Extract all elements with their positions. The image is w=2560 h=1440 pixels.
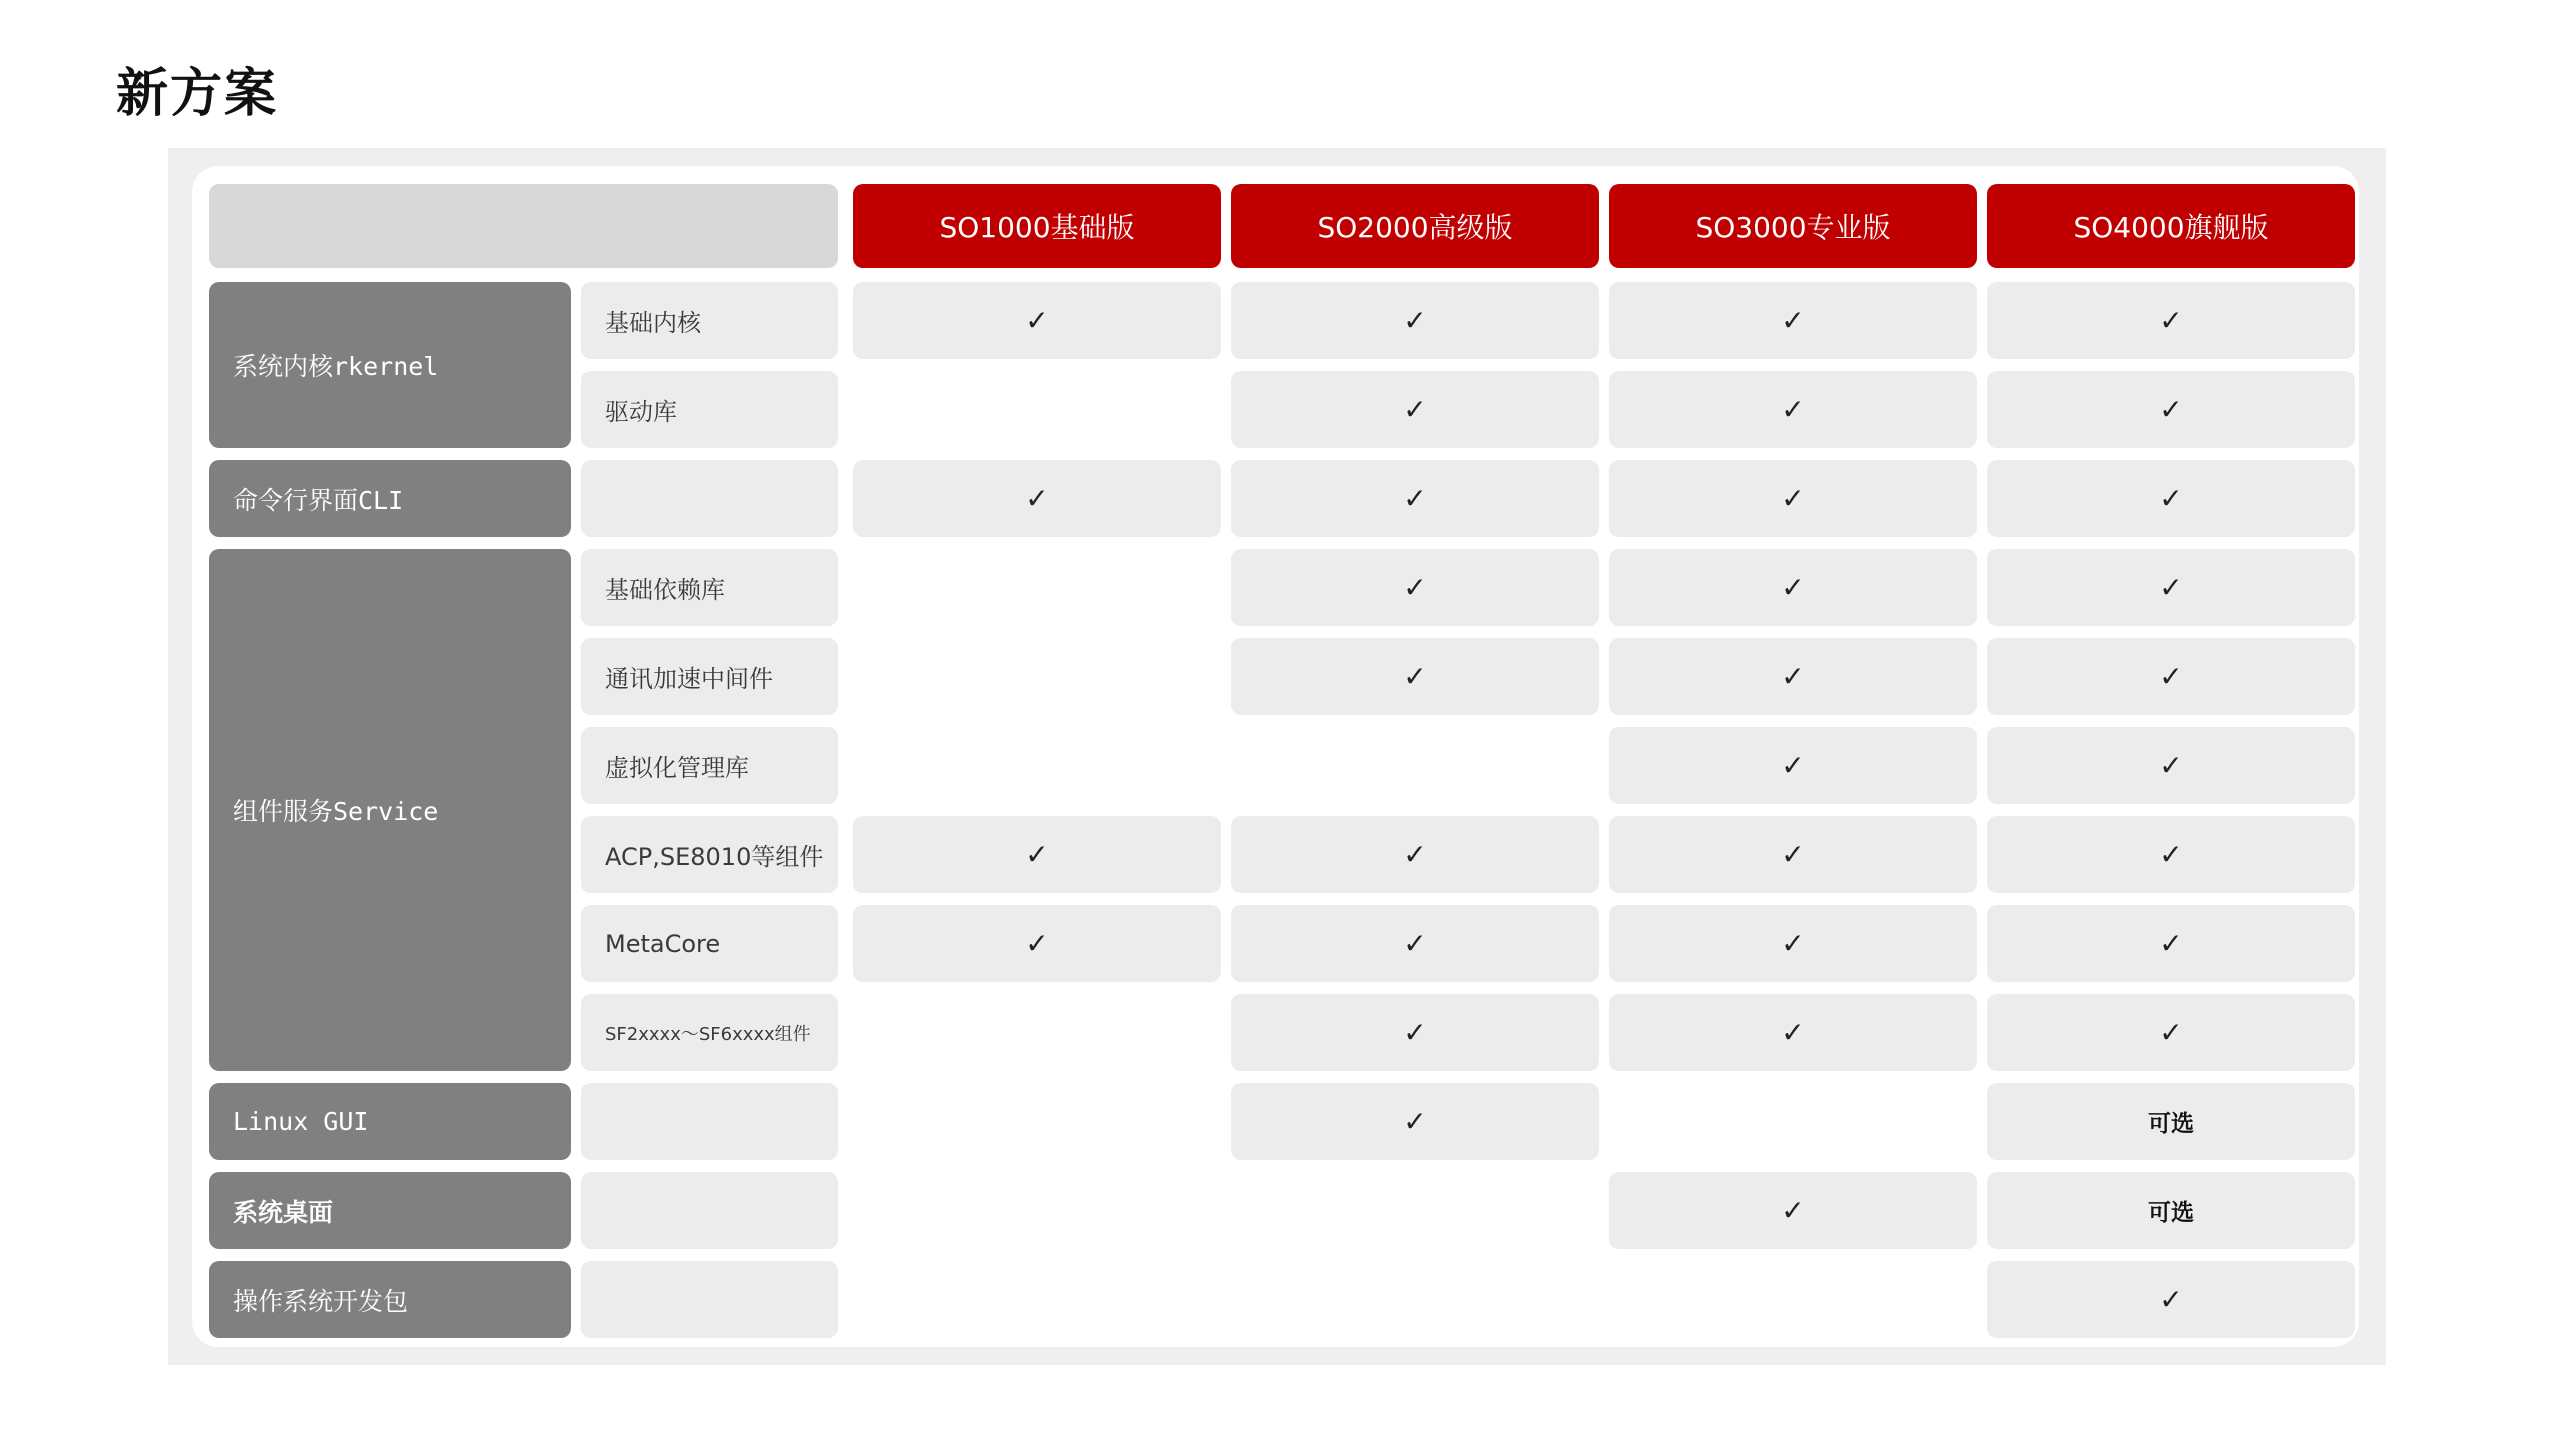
check-mark-icon: ✓ [1609, 994, 1977, 1071]
check-mark-icon: ✓ [1231, 905, 1599, 982]
check-mark-icon: ✓ [1987, 638, 2355, 715]
check-mark-icon: ✓ [1231, 994, 1599, 1071]
check-mark-icon: ✓ [1231, 460, 1599, 537]
check-mark-icon: ✓ [1987, 371, 2355, 448]
check-mark-icon: ✓ [1609, 371, 1977, 448]
check-mark-icon: ✓ [853, 282, 1221, 359]
check-mark-icon: ✓ [1609, 282, 1977, 359]
edition-header-2: SO2000高级版 [1231, 184, 1599, 268]
check-mark-icon: ✓ [1609, 905, 1977, 982]
row-subitem: ACP,SE8010等组件 [581, 816, 838, 893]
edition-header-1: SO1000基础版 [853, 184, 1221, 268]
check-mark-icon: ✓ [1609, 816, 1977, 893]
check-mark-icon: ✓ [1987, 994, 2355, 1071]
check-mark-icon: ✓ [1609, 727, 1977, 804]
optional-label: 可选 [1987, 1172, 2355, 1249]
check-mark-icon: ✓ [853, 905, 1221, 982]
row-subitem: SF2xxxx～SF6xxxx组件 [581, 994, 838, 1071]
check-mark-icon: ✓ [1987, 460, 2355, 537]
header-corner [209, 184, 838, 268]
row-subitem: 通讯加速中间件 [581, 638, 838, 715]
check-mark-icon: ✓ [1231, 1083, 1599, 1160]
edition-header-3: SO3000专业版 [1609, 184, 1977, 268]
category-label: 操作系统开发包 [209, 1261, 571, 1338]
check-mark-icon: ✓ [853, 816, 1221, 893]
check-mark-icon: ✓ [1231, 816, 1599, 893]
check-mark-icon: ✓ [1231, 282, 1599, 359]
check-mark-icon: ✓ [1987, 282, 2355, 359]
optional-label: 可选 [1987, 1083, 2355, 1160]
check-mark-icon: ✓ [1987, 816, 2355, 893]
check-mark-icon: ✓ [853, 460, 1221, 537]
row-subitem: 驱动库 [581, 371, 838, 448]
row-subitem [581, 460, 838, 537]
check-mark-icon: ✓ [1987, 549, 2355, 626]
check-mark-icon: ✓ [1987, 1261, 2355, 1338]
category-label: Linux GUI [209, 1083, 571, 1160]
row-subitem: 基础依赖库 [581, 549, 838, 626]
row-subitem: 虚拟化管理库 [581, 727, 838, 804]
check-mark-icon: ✓ [1609, 1172, 1977, 1249]
edition-header-4: SO4000旗舰版 [1987, 184, 2355, 268]
row-subitem: 基础内核 [581, 282, 838, 359]
check-mark-icon: ✓ [1231, 638, 1599, 715]
check-mark-icon: ✓ [1987, 905, 2355, 982]
check-mark-icon: ✓ [1231, 371, 1599, 448]
row-subitem: MetaCore [581, 905, 838, 982]
category-label: 组件服务Service [209, 549, 571, 1071]
row-subitem [581, 1083, 838, 1160]
check-mark-icon: ✓ [1609, 638, 1977, 715]
category-label: 命令行界面CLI [209, 460, 571, 537]
page-title: 新方案 [116, 64, 279, 124]
check-mark-icon: ✓ [1987, 727, 2355, 804]
check-mark-icon: ✓ [1609, 460, 1977, 537]
check-mark-icon: ✓ [1231, 549, 1599, 626]
row-subitem [581, 1172, 838, 1249]
check-mark-icon: ✓ [1609, 549, 1977, 626]
row-subitem [581, 1261, 838, 1338]
category-label: 系统内核rkernel [209, 282, 571, 448]
category-label: 系统桌面 [209, 1172, 571, 1249]
